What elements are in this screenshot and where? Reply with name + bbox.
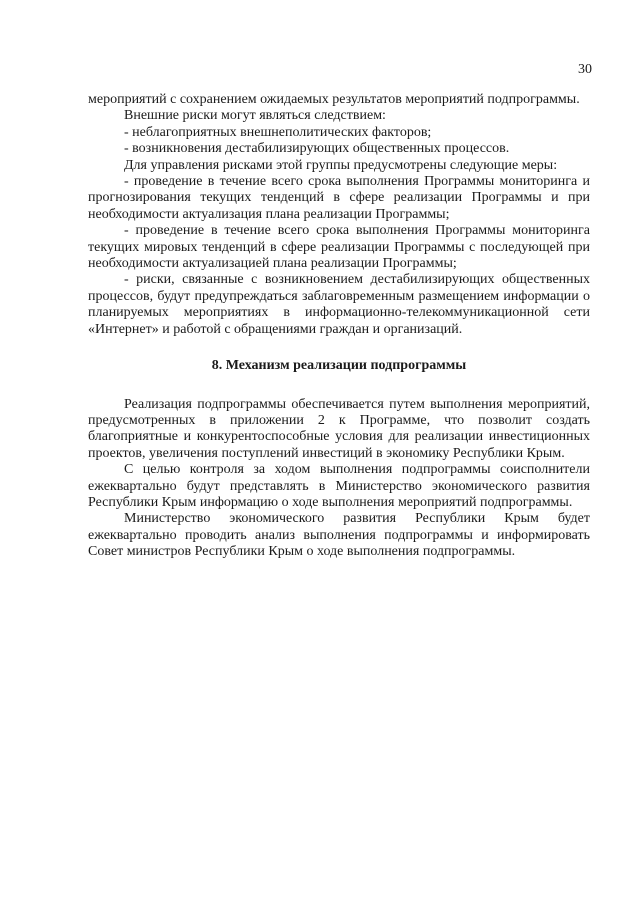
list-item-risks-information: - риски, связанные с возникновением дестабилизирующих общественных процессов, будут предупреждаться заблаговременным размещением информации о планируемых мероприятиях в информационно-телекоммуникационной сети «Интернет» и работой с обращениями граждан и организаций. xyxy=(88,272,590,337)
paragraph-ministry-analysis: Министерство экономического развития Республики Крым будет ежеквартально проводить анализ выполнения подпрограммы и информировать Совет министров Республики Крым о ходе выполнения подпрограммы. xyxy=(88,511,590,560)
page-number: 30 xyxy=(578,62,592,77)
list-item-foreign-policy: - неблагоприятных внешнеполитических факторов; xyxy=(124,124,432,140)
page-content xyxy=(88,92,590,561)
paragraph-measures-intro: Для управления рисками этой группы предусмотрены следующие меры: xyxy=(124,157,558,173)
paragraph-continuation: мероприятий с сохранением ожидаемых результатов мероприятий подпрограммы. xyxy=(88,92,580,107)
list-item-monitoring-forecast: - проведение в течение всего срока выполнения Программы мониторинга и прогнозирования текущих тенденций в сфере реализации Программы и при необходимости актуализация плана реализации Программы; xyxy=(88,174,590,222)
paragraph-external-risks: Внешние риски могут являться следствием: xyxy=(124,108,386,124)
section-heading: 8. Механизм реализации подпрограммы xyxy=(211,358,467,374)
list-item-monitoring-world: - проведение в течение всего срока выполнения Программы мониторинга текущих мировых тенденций в сфере реализации Программы с последующей при необходимости актуализацией плана реализации Программы; xyxy=(88,223,590,272)
list-item-social-processes: - возникновения дестабилизирующих общественных процессов. xyxy=(124,141,510,157)
paragraph-implementation: Реализация подпрограммы обеспечивается путем выполнения мероприятий, предусмотренных в приложении 2 к Программе, что позволит создать благоприятные и конкурентоспособные условия для реализации инвестиционных проектов, увеличения поступлений инвестиций в экономику Республики Крым. xyxy=(88,396,590,461)
paragraph-control: С целью контроля за ходом выполнения подпрограммы соисполнители ежеквартально будут представлять в Министерство экономического развития Республики Крым информацию о ходе выполнения мероприятий подпрограммы. xyxy=(88,462,590,510)
